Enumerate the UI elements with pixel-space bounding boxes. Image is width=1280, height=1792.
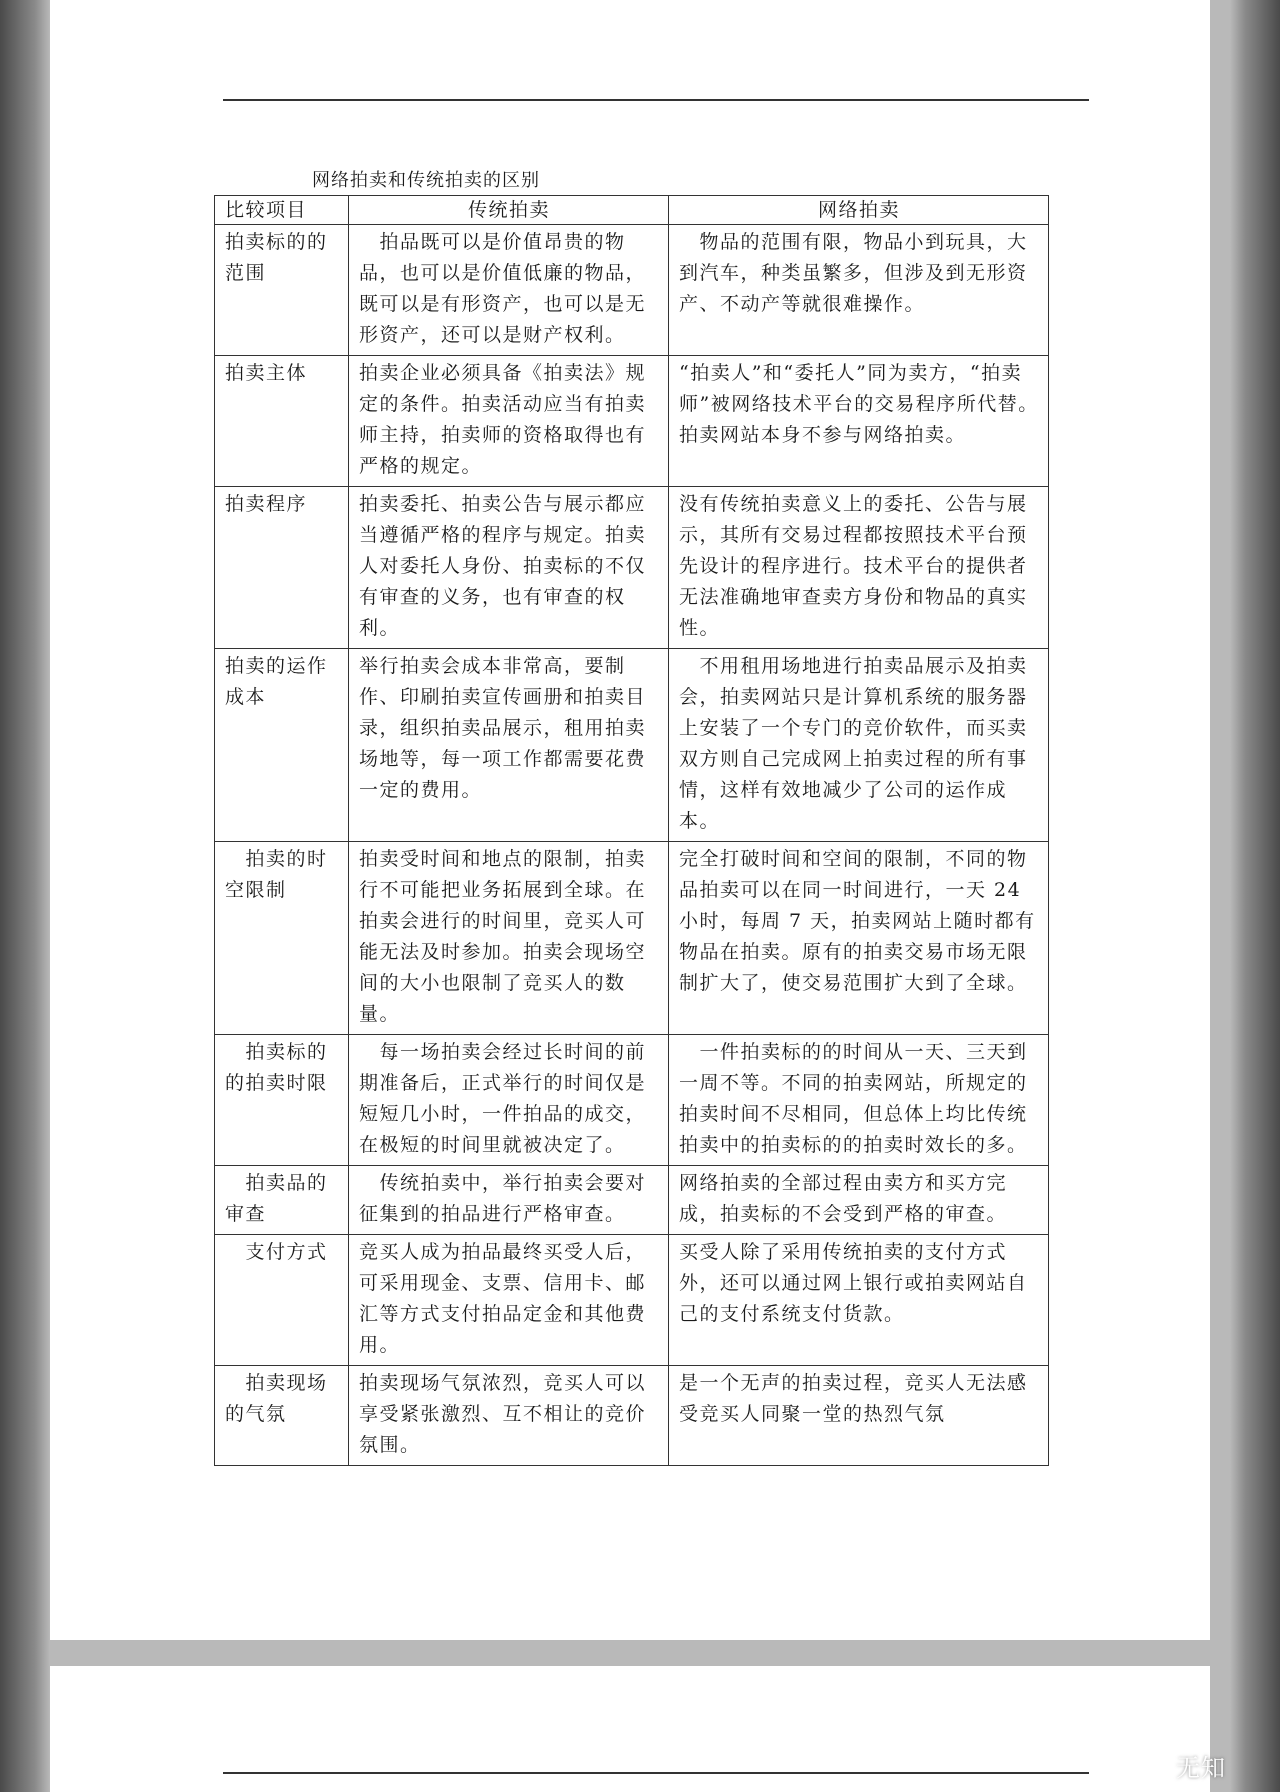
table-row	[215, 842, 1049, 1035]
watermark-text: 无知	[1176, 1754, 1226, 1782]
table-row	[215, 1166, 1049, 1235]
row-traditional: 拍卖受时间和地点的限制，拍卖行不可能把业务拓展到全球。在拍卖会进行的时间里，竞买人可能无法及时参加。拍卖会现场空间的大小也限制了竞买人的数量。	[349, 842, 669, 1035]
row-item: 拍卖品的审查	[215, 1166, 349, 1235]
table-row	[215, 649, 1049, 842]
header-rule	[223, 99, 1089, 101]
row-traditional: 每一场拍卖会经过长时间的前期准备后，正式举行的时间仅是短短几小时，一件拍品的成交，在极短的时间里就被决定了。	[349, 1035, 669, 1166]
row-traditional: 拍品既可以是价值昂贵的物品，也可以是价值低廉的物品，既可以是有形资产，也可以是无形资产，还可以是财产权利。	[349, 225, 669, 356]
row-traditional: 举行拍卖会成本非常高，要制作、印刷拍卖宣传画册和拍卖目录，组织拍卖品展示，租用拍卖场地等，每一项工作都需要花费一定的费用。	[349, 649, 669, 842]
row-online: 完全打破时间和空间的限制，不同的物品拍卖可以在同一时间进行，一天 24 小时，每周 7 天，拍卖网站上随时都有物品在拍卖。原有的拍卖交易市场无限制扩大了，使交易范围扩大到了全球。	[669, 842, 1049, 1035]
row-traditional: 拍卖现场气氛浓烈，竞买人可以享受紧张激烈、互不相让的竞价氛围。	[349, 1366, 669, 1466]
document-page	[50, 0, 1210, 1640]
row-item: 支付方式	[215, 1235, 349, 1366]
row-item: 拍卖标的的范围	[215, 225, 349, 356]
next-document-page	[50, 1666, 1210, 1792]
table-row	[215, 1235, 1049, 1366]
header-rule	[223, 1772, 1089, 1774]
wechat-icon	[1126, 1750, 1170, 1782]
header-traditional: 传统拍卖	[349, 196, 669, 225]
row-traditional: 竞买人成为拍品最终买受人后，可采用现金、支票、信用卡、邮汇等方式支付拍品定金和其他费用。	[349, 1235, 669, 1366]
row-online: 一件拍卖标的的时间从一天、三天到一周不等。不同的拍卖网站，所规定的拍卖时间不尽相同，但总体上均比传统拍卖中的拍卖标的的拍卖时效长的多。	[669, 1035, 1049, 1166]
header-online: 网络拍卖	[669, 196, 1049, 225]
row-item: 拍卖的时空限制	[215, 842, 349, 1035]
row-item: 拍卖程序	[215, 487, 349, 649]
row-online: 买受人除了采用传统拍卖的支付方式外，还可以通过网上银行或拍卖网站自己的支付系统支付货款。	[669, 1235, 1049, 1366]
row-traditional: 传统拍卖中，举行拍卖会要对征集到的拍品进行严格审查。	[349, 1166, 669, 1235]
row-online: 网络拍卖的全部过程由卖方和买方完成，拍卖标的不会受到严格的审查。	[669, 1166, 1049, 1235]
row-item: 拍卖主体	[215, 356, 349, 487]
row-online: 没有传统拍卖意义上的委托、公告与展示，其所有交易过程都按照技术平台预先设计的程序进行。技术平台的提供者无法准确地审查卖方身份和物品的真实性。	[669, 487, 1049, 649]
comparison-table	[214, 195, 1049, 1466]
row-item: 拍卖的运作成本	[215, 649, 349, 842]
row-online: 物品的范围有限，物品小到玩具，大到汽车，种类虽繁多，但涉及到无形资产、不动产等就很难操作。	[669, 225, 1049, 356]
table-row	[215, 356, 1049, 487]
header-item: 比较项目	[215, 196, 349, 225]
table-row	[215, 1035, 1049, 1166]
row-traditional: 拍卖委托、拍卖公告与展示都应当遵循严格的程序与规定。拍卖人对委托人身份、拍卖标的不仅有审查的义务，也有审查的权利。	[349, 487, 669, 649]
table-caption: 网络拍卖和传统拍卖的区别	[312, 170, 540, 191]
table-row	[215, 225, 1049, 356]
row-traditional: 拍卖企业必须具备《拍卖法》规定的条件。拍卖活动应当有拍卖师主持，拍卖师的资格取得也有严格的规定。	[349, 356, 669, 487]
row-item: 拍卖现场的气氛	[215, 1366, 349, 1466]
watermark	[1126, 1748, 1226, 1783]
table-row	[215, 1366, 1049, 1466]
row-online: 不用租用场地进行拍卖品展示及拍卖会，拍卖网站只是计算机系统的服务器上安装了一个专门的竞价软件，而买卖双方则自己完成网上拍卖过程的所有事情，这样有效地减少了公司的运作成本。	[669, 649, 1049, 842]
row-online: “拍卖人”和“委托人”同为卖方，“拍卖师”被网络技术平台的交易程序所代替。拍卖网站本身不参与网络拍卖。	[669, 356, 1049, 487]
table-row	[215, 487, 1049, 649]
row-item: 拍卖标的的拍卖时限	[215, 1035, 349, 1166]
table-header-row	[215, 196, 1049, 225]
row-online: 是一个无声的拍卖过程，竞买人无法感受竞买人同聚一堂的热烈气氛	[669, 1366, 1049, 1466]
